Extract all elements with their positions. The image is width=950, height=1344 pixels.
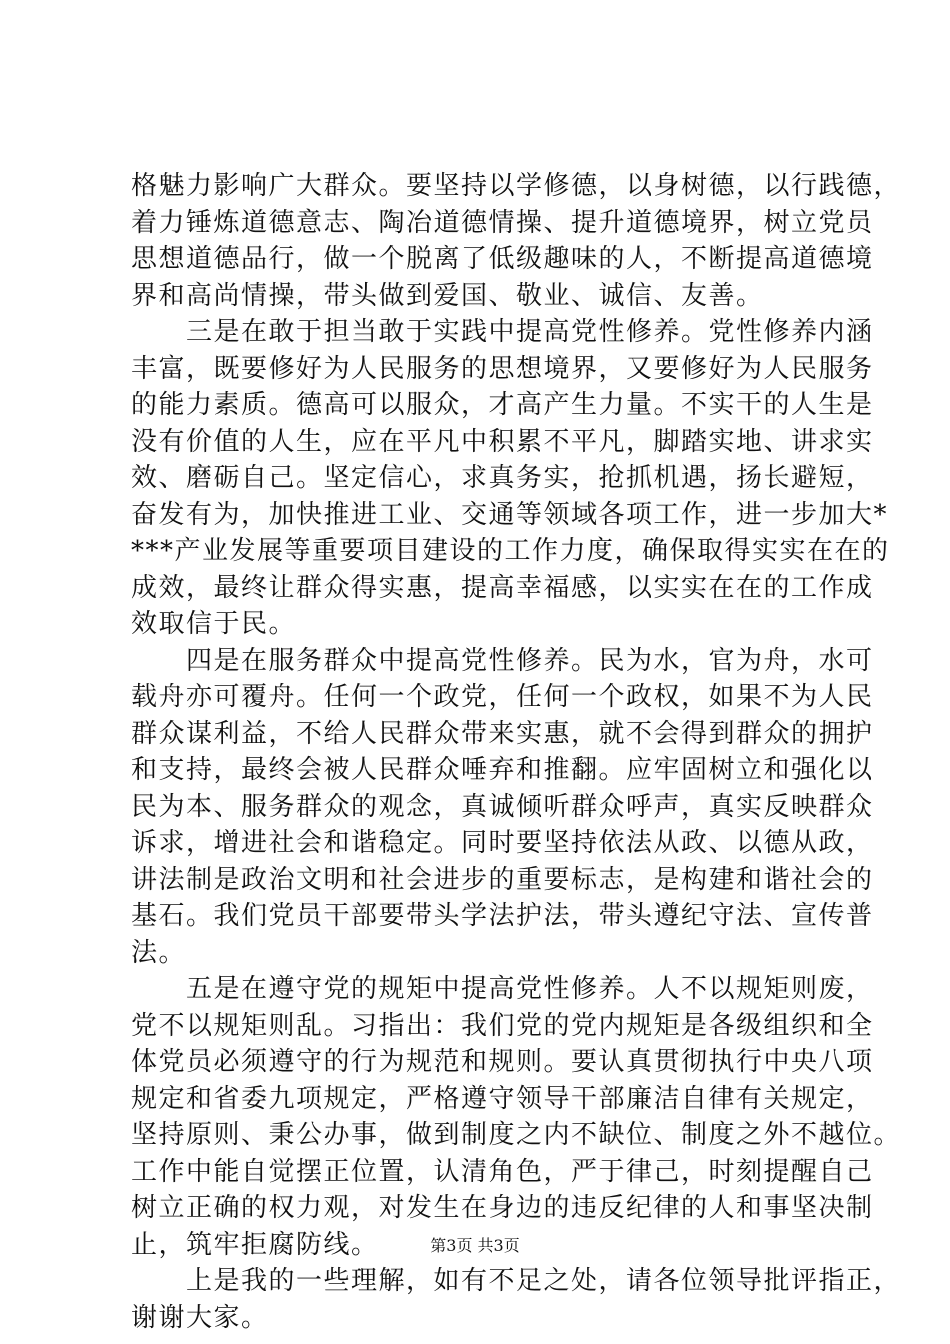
text-line: 界和高尚情操，带头做到爱国、敬业、诚信、友善。 [131, 280, 764, 311]
document-body [131, 168, 902, 1336]
text-line: 成效，最终让群众得实惠，提高幸福感，以实实在在的工作成 [131, 572, 874, 603]
text-line: 丰富，既要修好为人民服务的思想境界，又要修好为人民服务 [131, 353, 874, 384]
text-line: 工作中能自觉摆正位置，认清角色，严于律己，时刻提醒自己 [131, 1156, 874, 1187]
text-line: 效、磨砺自己。坚定信心，求真务实，抢抓机遇，扬长避短， [131, 463, 874, 493]
text-line: 四是在服务群众中提高党性修养。民为水，官为舟，水可 [131, 645, 874, 676]
text-line: 载舟亦可覆舟。任何一个政党，任何一个政权，如果不为人民 [131, 682, 874, 712]
page-footer: 第3页 共3页 [430, 1236, 520, 1255]
text-line: 没有价值的人生，应在平凡中积累不平凡，脚踏实地、讲求实 [131, 426, 874, 457]
text-line: ***产业发展等重要项目建设的工作力度，确保取得实实在在的 [131, 536, 890, 566]
text-line: 党不以规矩则乱。习指出：我们党的党内规矩是各级组织和全 [131, 1010, 874, 1041]
text-line: 坚持原则、秉公办事，做到制度之内不缺位、制度之外不越位。 [131, 1120, 902, 1150]
text-line: 效取信于民。 [131, 609, 297, 639]
text-line: 格魅力影响广大群众。要坚持以学修德，以身树德，以行践德， [131, 171, 902, 201]
text-line: 五是在遵守党的规矩中提高党性修养。人不以规矩则废， [131, 974, 874, 1004]
text-line: 思想道德品行，做一个脱离了低级趣味的人，不断提高道德境 [131, 244, 874, 274]
text-line: 的能力素质。德高可以服众，才高产生力量。不实干的人生是 [131, 390, 874, 420]
text-line: 谢谢大家。 [131, 1302, 269, 1333]
text-line: 民为本、服务群众的观念，真诚倾听群众呼声，真实反映群众 [131, 791, 874, 822]
text-line: 诉求，增进社会和谐稳定。同时要坚持依法从政、以德从政， [131, 828, 874, 858]
text-line: 树立正确的权力观，对发生在身边的违反纪律的人和事坚决制 [131, 1193, 874, 1223]
text-line: 上是我的一些理解，如有不足之处，请各位领导批评指正， [131, 1266, 902, 1296]
text-line: 基石。我们党员干部要带头学法护法，带头遵纪守法、宣传普 [131, 901, 874, 931]
text-line: 规定和省委九项规定，严格遵守领导干部廉洁自律有关规定， [131, 1083, 874, 1114]
text-line: 群众谋利益，不给人民群众带来实惠，就不会得到群众的拥护 [131, 718, 874, 749]
text-line: 着力锤炼道德意志、陶冶道德情操、提升道德境界，树立党员 [131, 207, 874, 238]
text-line: 法。 [131, 937, 187, 968]
text-line: 三是在敢于担当敢于实践中提高党性修养。党性修养内涵 [131, 317, 874, 347]
text-line: 止，筑牢拒腐防线。 [131, 1229, 379, 1260]
text-line: 讲法制是政治文明和社会进步的重要标志，是构建和谐社会的 [131, 864, 874, 895]
text-line: 和支持，最终会被人民群众唾弃和推翻。应牢固树立和强化以 [131, 755, 874, 785]
text-line: 奋发有为，加快推进工业、交通等领域各项工作，进一步加大* [131, 499, 889, 530]
text-line: 体党员必须遵守的行为规范和规则。要认真贯彻执行中央八项 [131, 1047, 874, 1077]
